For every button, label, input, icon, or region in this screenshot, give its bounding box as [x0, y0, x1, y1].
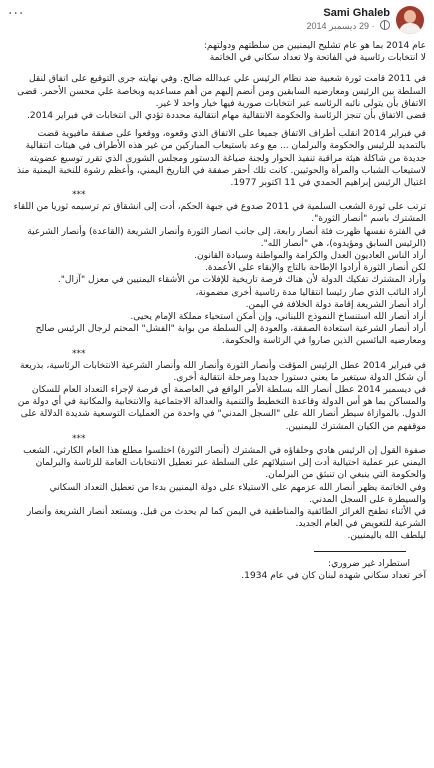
footnote-text: آخر تعداد سكاني شهده لبنان كان في عام 1934.	[241, 570, 426, 581]
paragraph: في فبراير 2014 انقلب أطراف الاتفاق جميعا على الاتفاق الذي وقعوه، ووقعوا على صفقة مافيوية قضت بالتمديد للرئيس والحكومة والبرلمان ... مع وعد باستيعاب المباركين من غير هذه الأطراف في هيئات انتقالية جديدة من شاكلة هيئة مراقبة تنفيذ الحوار ولجنة صياغة الدستور ومجلس الشورى الذي تقرر توسيع عضويته لاستيعاب الشباب والمرأة والحوثيين. كانت تلك أحقر صفقة في التاريخ اليمني، وأعظم رشوة للنخبة اليمنية منذ اغتيال الرئيس إبراهيم الحمدي في 11 اكتوبر 1977.	[16, 129, 426, 189]
globe-icon	[380, 20, 390, 30]
paragraph: في ديسمبر 2014 عطل أنصار الله بسلطة الأمر الواقع في العاصمة أي فرصة لإجراء التعداد العام للسكان والمساكن بما هو أس الدولة وقاعدة التخطيط والتنمية والعدالة الاجتماعية والانتخابية والمكانية في أي دولة من الدول. بالموازاة سيطر أنصار الله على "السجل المدني" في واحدة من العمليات التوسعية شديدة الدلالة على موقفهم من الكيان المشترك لليمنيين.	[17, 385, 426, 432]
paragraph: أراد أنصار الله استنساخ النموذج اللبناني، وإن أمكن استحياء مملكة الإمام يحيى.	[130, 312, 426, 323]
spacer	[10, 64, 426, 73]
paragraph: أراد الناس العاديون العدل والكرامة والمواطنة وسيادة القانون.	[194, 251, 426, 262]
paragraph: ليلطف الله باليمنيين.	[347, 531, 426, 542]
paragraph: في الفترة نفسها ظهرت فئة أنصار رابعة، إلى جانب انصار الثورة وأنصار الشريعة (القاعدة) وأنصار الشرعية (الرئيس السابق ومؤيدوه)، هي "أنصار الله".	[27, 226, 426, 249]
paragraph: أراد أنصار الشرعية استعادة الصفقة، والعودة إلى السلطة من بوابة "الفشل" المحتم لرجال الرئيس صالح ومعارضيه البائسين الذين صاروا في الرئاسة والحكومة.	[35, 324, 426, 347]
footnote-divider	[314, 551, 406, 552]
paragraph: أراد أنصار الشريعة إقامة دولة الخلافة في اليمن.	[245, 299, 426, 310]
paragraph: في 2011 قامت ثورة شعبية ضد نظام الرئيس علي عبدالله صالح. وفي نهايته جرى التوقيع على اتفاق لنقل السلطة بين الرئيس ومعارضيه السابقين ومن أنضم إليهم من أهم مساعديه وبخاصة علي محسن الأحمر. قضى الاتفاق بأن يتولى نائبه الرئاسه عبر انتخابات صورية فيها خيار واحد لا غير.	[17, 74, 426, 109]
post-meta	[306, 20, 390, 32]
author-block	[306, 6, 390, 32]
author-avatar[interactable]	[396, 6, 424, 34]
section-separator: ***	[72, 190, 86, 201]
post-body	[0, 40, 434, 582]
section-separator: ***	[72, 348, 86, 359]
post-date-separator: ·	[371, 21, 375, 31]
avatar-head-shape	[404, 10, 416, 23]
post-date[interactable]: 29 ديسمبر 2014	[306, 21, 369, 31]
paragraph: وفي الخاتمة يظهر أنصار الله عزمهم على الاستيلاء على دولة اليمنيين بدءا من تعطيل التعداد السكاني والسيطرة على السجل المدني.	[49, 482, 426, 505]
paragraph: قضى الاتفاق بأن تنجز الرئاسة والحكومة الانتقالية مهام انتقالية محددة تؤدي الى انتخابات في فبراير 2014.	[27, 111, 426, 122]
post-subheading: لا انتخابات رئاسية في الفاتحة ولا تعداد سكاني في الخاتمة	[209, 53, 426, 64]
paragraph: وأراد المشترك تفكيك الدولة لأن هناك فرصة تاريخية للإفلات من الأشقاء اليمنيين في معزل "آزال".	[57, 275, 426, 286]
paragraph: لكن أنصار الثورة أرادوا الإطاحة بالتاج والإبقاء على الأعمدة.	[204, 263, 426, 274]
avatar-shoulders-shape	[399, 23, 421, 34]
paragraph: في الأثناء تطفح الغرائز الطائفية والمناطقية في اليمن كما لم يحدث من قبل. ويستعد أنصار الشريعة وأنصار الشرعية للتعويض في العام الجديد.	[26, 506, 426, 530]
post-header	[0, 0, 434, 40]
more-options-icon[interactable]: ···	[8, 6, 25, 22]
footnote-title: استطراد غير ضروري:	[328, 558, 410, 569]
paragraph: في فبراير 2014 عطل الرئيس المؤقت وأنصار الثورة وأنصار الله وأنصار الشرعية الانتخابات الرئاسية، بذريعة أن شكل الدولة سيتغير ما يعني دستورا جديدا ومرحلة انتقالية أخرى.	[19, 360, 426, 383]
paragraph: أراد النائب الذي صار رئيسا انتقاليا مدة رئاسية أخرى مضمونة،	[195, 287, 426, 298]
post-heading: عام 2014 بما هو عام تشليح اليمنيين من سلطتهم ودولتهم:	[203, 41, 426, 51]
paragraph: ترتب على ثورة الشعب السلمية في 2011 صدوع في جبهة الحكم، أدت إلى انشقاق تم ترسيمه ثوريا من اللقاء المشترك باسم "أنصار الثورة".	[13, 202, 426, 225]
author-name[interactable]: Sami Ghaleb	[323, 7, 390, 19]
paragraph: صفوة القول إن الرئيس هادي وحلفاؤه في المشترك (أنصار الثورة) اختلسوا مطلع هذا العام الكارثي، الشعب اليمني عبر عملية احتيالية أدت إلى استيلائهم على السلطة عبر تعطيل الانتخابات العامة للرئاسة والبرلمان والحكومة التي ينبغي ان تنبثق من البرلمان.	[23, 445, 426, 481]
section-separator: ***	[72, 433, 86, 444]
